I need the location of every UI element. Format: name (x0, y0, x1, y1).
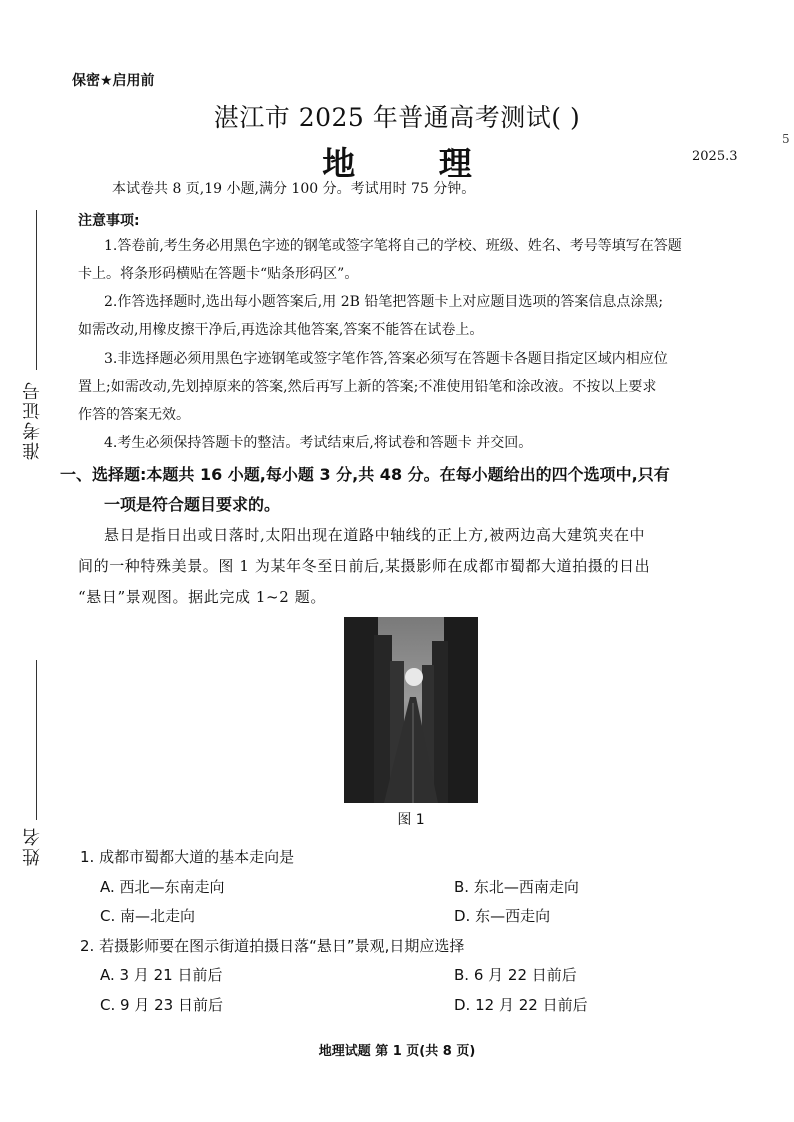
exam-id-line (36, 210, 37, 370)
material-line: 间的一种特殊美景。图 1 为某年冬至日前后,某摄影师在成都市蜀都大道拍摄的日出 (78, 557, 651, 575)
question-1-stem: 1. 成都市蜀都大道的基本走向是 (80, 848, 295, 866)
page-footer: 地理试题 第 1 页(共 8 页) (318, 1044, 476, 1059)
notice-line: 置上;如需改动,先划掉原来的答案,然后再写上新的答案;不准使用铅笔和涂改液。不按以上要求 (78, 379, 657, 395)
question-1-option-a: A. 西北—东南走向 (100, 878, 225, 896)
question-2-option-c: C. 9 月 23 日前后 (100, 996, 223, 1014)
exam-id-label: 准考证号 (22, 380, 43, 460)
question-1-option-c: C. 南—北走向 (100, 907, 196, 925)
name-label: 姓名 (22, 826, 43, 866)
notice-line: 4.考生必须保持答题卡的整洁。考试结束后,将试卷和答题卡 并交回。 (104, 435, 533, 451)
question-1-option-d: D. 东—西走向 (454, 907, 551, 925)
question-2-option-a: A. 3 月 21 日前后 (100, 966, 223, 984)
sunrise-street-image (344, 617, 478, 803)
exam-date: 2025.3 (692, 149, 738, 164)
material-line: “悬日”景观图。据此完成 1~2 题。 (78, 588, 326, 606)
question-2-stem: 2. 若摄影师要在图示街道拍摄日落“悬日”景观,日期应选择 (80, 937, 465, 955)
question-2-option-b: B. 6 月 22 日前后 (454, 966, 577, 984)
figure-1-photo (344, 617, 478, 803)
subject-title: 地 理 (322, 144, 508, 183)
notice-line: 1.答卷前,考生务必用黑色字迹的钢笔或签字笔将自己的学校、班级、姓名、考号等填写在答题 (104, 238, 682, 254)
question-1-option-b: B. 东北—西南走向 (454, 878, 579, 896)
notice-line: 2.作答选择题时,选出每小题答案后,用 2B 铅笔把答题卡上对应题目选项的答案信息点涂黑; (104, 294, 664, 310)
intro-line: 本试卷共 8 页,19 小题,满分 100 分。考试用时 75 分钟。 (112, 181, 476, 197)
notice-line: 如需改动,用橡皮擦干净后,再选涂其他答案,答案不能答在试卷上。 (78, 322, 484, 338)
edge-digit: 5 (782, 132, 790, 146)
notice-heading: 注意事项: (78, 213, 140, 229)
material-line: 悬日是指日出或日落时,太阳出现在道路中轴线的正上方,被两边高大建筑夹在中 (104, 526, 646, 544)
notice-line: 3.非选择题必须用黑色字迹钢笔或签字笔作答,答案必须写在答题卡各题目指定区域内相应位 (104, 351, 668, 367)
notice-line: 卡上。将条形码横贴在答题卡“贴条形码区”。 (78, 266, 359, 282)
question-2-option-d: D. 12 月 22 日前后 (454, 996, 588, 1014)
secret-label: 保密★启用前 (72, 73, 155, 89)
exam-title: 湛江市 2025 年普通高考测试( ) (213, 103, 581, 132)
section-heading-line2: 一项是符合题目要求的。 (104, 495, 281, 514)
section-heading-line1: 一、选择题:本题共 16 小题,每小题 3 分,共 48 分。在每小题给出的四个选项中,只有 (60, 465, 670, 484)
figure-caption: 图 1 (397, 812, 425, 828)
notice-line: 作答的答案无效。 (78, 407, 190, 423)
name-line (36, 660, 37, 820)
